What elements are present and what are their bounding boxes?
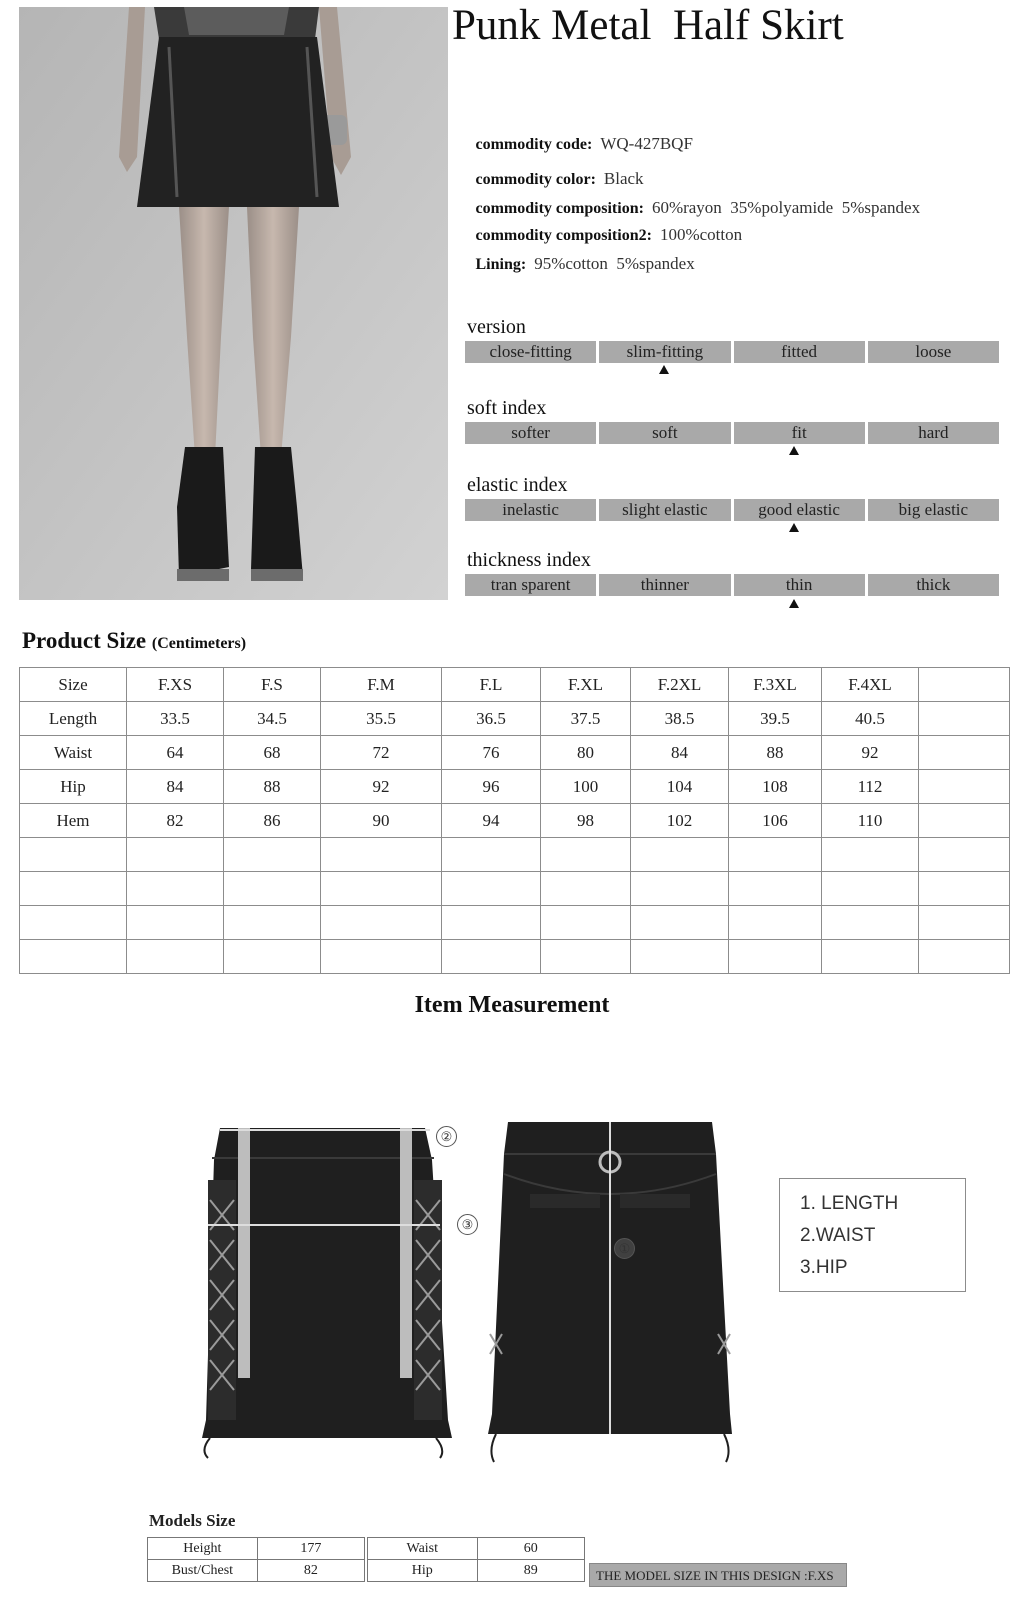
row-label-cell: Size <box>20 668 127 702</box>
row-label-cell: Hip <box>20 770 127 804</box>
skirt-front-illustration <box>190 1120 460 1460</box>
size-cell <box>541 872 631 906</box>
thickness-index-option: thinner <box>599 574 730 596</box>
size-cell <box>919 906 1010 940</box>
model-photo <box>19 7 448 600</box>
size-cell <box>822 872 919 906</box>
info-label: commodity composition: <box>475 200 644 217</box>
size-cell <box>127 940 224 974</box>
size-cell <box>822 838 919 872</box>
size-cell: 104 <box>631 770 729 804</box>
size-cell: 82 <box>127 804 224 838</box>
model-bust-value: 82 <box>257 1560 364 1582</box>
size-cell: 84 <box>127 770 224 804</box>
size-cell <box>919 770 1010 804</box>
size-cell <box>729 906 822 940</box>
waist-marker: ② <box>436 1126 457 1147</box>
length-marker: ① <box>614 1238 635 1259</box>
size-cell: 94 <box>442 804 541 838</box>
model-hip-label: Hip <box>368 1560 478 1582</box>
size-cell: 80 <box>541 736 631 770</box>
info-commodity-code <box>467 114 693 154</box>
table-row <box>20 736 1010 770</box>
product-size-unit: (Centimeters) <box>151 635 247 652</box>
info-value: Black <box>603 169 644 188</box>
product-title: Punk Metal Half Skirt <box>452 2 844 49</box>
size-cell <box>729 872 822 906</box>
size-cell <box>127 838 224 872</box>
version-selected-marker <box>659 365 669 374</box>
size-cell: 38.5 <box>631 702 729 736</box>
info-label: commodity composition2: <box>475 227 652 244</box>
version-option: loose <box>868 341 999 363</box>
info-label: commodity code: <box>475 136 593 153</box>
size-cell <box>321 838 442 872</box>
soft-index-selected-marker <box>789 446 799 455</box>
version-option: close-fitting <box>465 341 596 363</box>
size-cell: 96 <box>442 770 541 804</box>
size-cell: F.S <box>224 668 321 702</box>
size-cell <box>919 872 1010 906</box>
table-row <box>20 804 1010 838</box>
version-scale <box>465 341 999 363</box>
size-cell <box>919 702 1010 736</box>
model-waist-label: Waist <box>368 1538 478 1560</box>
measurement-legend <box>779 1178 966 1292</box>
size-cell <box>822 906 919 940</box>
row-label-cell: Waist <box>20 736 127 770</box>
size-cell <box>729 838 822 872</box>
size-cell <box>224 940 321 974</box>
size-cell: 108 <box>729 770 822 804</box>
soft-index-option: soft <box>599 422 730 444</box>
size-cell: 68 <box>224 736 321 770</box>
size-cell <box>321 872 442 906</box>
thickness-index-option: tran sparent <box>465 574 596 596</box>
elastic-index-selected-marker <box>789 523 799 532</box>
model-bust-label: Bust/Chest <box>148 1560 258 1582</box>
table-row <box>20 838 1010 872</box>
soft-index-scale <box>465 422 999 444</box>
thickness-index-option: thin <box>734 574 865 596</box>
size-cell <box>224 838 321 872</box>
size-table <box>19 667 1010 974</box>
size-cell: 112 <box>822 770 919 804</box>
table-row <box>20 770 1010 804</box>
size-cell: F.3XL <box>729 668 822 702</box>
size-cell: F.XS <box>127 668 224 702</box>
model-illustration <box>19 7 448 600</box>
size-cell <box>631 872 729 906</box>
size-cell: 110 <box>822 804 919 838</box>
size-cell <box>631 906 729 940</box>
product-size-heading <box>22 628 246 654</box>
table-row <box>20 940 1010 974</box>
model-waist-value: 60 <box>477 1538 584 1560</box>
size-cell: 35.5 <box>321 702 442 736</box>
skirt-back-illustration <box>480 1114 740 1464</box>
elastic-index-scale <box>465 499 999 521</box>
thickness-index-option: thick <box>868 574 999 596</box>
info-lining <box>467 234 695 274</box>
size-cell <box>442 838 541 872</box>
info-value: WQ-427BQF <box>600 134 693 153</box>
table-row <box>368 1538 585 1560</box>
info-label: Lining: <box>475 256 527 273</box>
version-title: version <box>467 316 526 338</box>
row-label-cell <box>20 940 127 974</box>
size-cell: 40.5 <box>822 702 919 736</box>
info-label: commodity color: <box>475 171 596 188</box>
size-cell <box>919 804 1010 838</box>
elastic-index-option: big elastic <box>868 499 999 521</box>
info-value: 60%rayon 35%polyamide 5%spandex <box>651 198 921 217</box>
size-cell <box>321 906 442 940</box>
thickness-index-scale <box>465 574 999 596</box>
size-cell: F.XL <box>541 668 631 702</box>
size-cell: 33.5 <box>127 702 224 736</box>
models-table-right <box>367 1537 585 1582</box>
size-cell <box>442 872 541 906</box>
table-row <box>148 1538 365 1560</box>
size-cell <box>541 940 631 974</box>
hip-marker: ③ <box>457 1214 478 1235</box>
size-cell <box>822 940 919 974</box>
size-cell <box>127 872 224 906</box>
size-cell: F.M <box>321 668 442 702</box>
elastic-index-option: good elastic <box>734 499 865 521</box>
table-row <box>148 1560 365 1582</box>
size-cell: 102 <box>631 804 729 838</box>
table-row <box>20 872 1010 906</box>
item-measurement-heading: Item Measurement <box>414 992 610 1018</box>
size-cell: 34.5 <box>224 702 321 736</box>
size-cell: 92 <box>822 736 919 770</box>
model-size-note: THE MODEL SIZE IN THIS DESIGN :F.XS <box>589 1563 847 1587</box>
size-cell <box>631 838 729 872</box>
size-cell <box>127 906 224 940</box>
table-row <box>20 702 1010 736</box>
soft-index-option: softer <box>465 422 596 444</box>
table-row <box>368 1560 585 1582</box>
legend-hip: 3.HIP <box>800 1257 848 1278</box>
size-table-header <box>20 668 1010 702</box>
size-cell: 88 <box>224 770 321 804</box>
size-cell: 72 <box>321 736 442 770</box>
size-cell: 90 <box>321 804 442 838</box>
row-label-cell: Hem <box>20 804 127 838</box>
size-cell: 39.5 <box>729 702 822 736</box>
model-height-label: Height <box>148 1538 258 1560</box>
size-cell <box>631 940 729 974</box>
elastic-index-option: slight elastic <box>599 499 730 521</box>
legend-length: 1. LENGTH <box>800 1193 899 1214</box>
model-height-value: 177 <box>257 1538 364 1560</box>
thickness-index-selected-marker <box>789 599 799 608</box>
row-label-cell <box>20 838 127 872</box>
size-cell: F.4XL <box>822 668 919 702</box>
models-size-heading: Models Size <box>149 1511 236 1530</box>
elastic-index-title: elastic index <box>467 474 568 496</box>
size-cell: 36.5 <box>442 702 541 736</box>
version-option: slim-fitting <box>599 341 730 363</box>
size-cell <box>442 906 541 940</box>
legend-waist: 2.WAIST <box>800 1225 876 1246</box>
info-value: 95%cotton 5%spandex <box>534 254 695 273</box>
size-cell: 100 <box>541 770 631 804</box>
thickness-index-title: thickness index <box>467 549 591 571</box>
row-label-cell <box>20 906 127 940</box>
size-cell: 98 <box>541 804 631 838</box>
size-cell: 92 <box>321 770 442 804</box>
model-hip-value: 89 <box>477 1560 584 1582</box>
row-label-cell: Length <box>20 702 127 736</box>
size-cell: 88 <box>729 736 822 770</box>
info-value: 100%cotton <box>659 225 743 244</box>
elastic-index-option: inelastic <box>465 499 596 521</box>
size-cell <box>224 872 321 906</box>
soft-index-option: hard <box>868 422 999 444</box>
size-cell: 76 <box>442 736 541 770</box>
size-cell: 86 <box>224 804 321 838</box>
size-cell <box>919 668 1010 702</box>
product-size-title: Product Size <box>22 628 147 653</box>
size-cell: 84 <box>631 736 729 770</box>
size-cell: 37.5 <box>541 702 631 736</box>
models-table-left <box>147 1537 365 1582</box>
size-cell: 64 <box>127 736 224 770</box>
size-cell <box>321 940 442 974</box>
size-cell: F.2XL <box>631 668 729 702</box>
size-cell <box>224 906 321 940</box>
size-cell <box>442 940 541 974</box>
size-cell <box>919 838 1010 872</box>
soft-index-title: soft index <box>467 397 547 419</box>
size-cell: F.L <box>442 668 541 702</box>
size-cell <box>919 940 1010 974</box>
size-cell <box>541 906 631 940</box>
size-cell <box>541 838 631 872</box>
size-cell <box>919 736 1010 770</box>
row-label-cell <box>20 872 127 906</box>
size-cell <box>729 940 822 974</box>
version-option: fitted <box>734 341 865 363</box>
soft-index-option: fit <box>734 422 865 444</box>
table-row <box>20 906 1010 940</box>
size-cell: 106 <box>729 804 822 838</box>
